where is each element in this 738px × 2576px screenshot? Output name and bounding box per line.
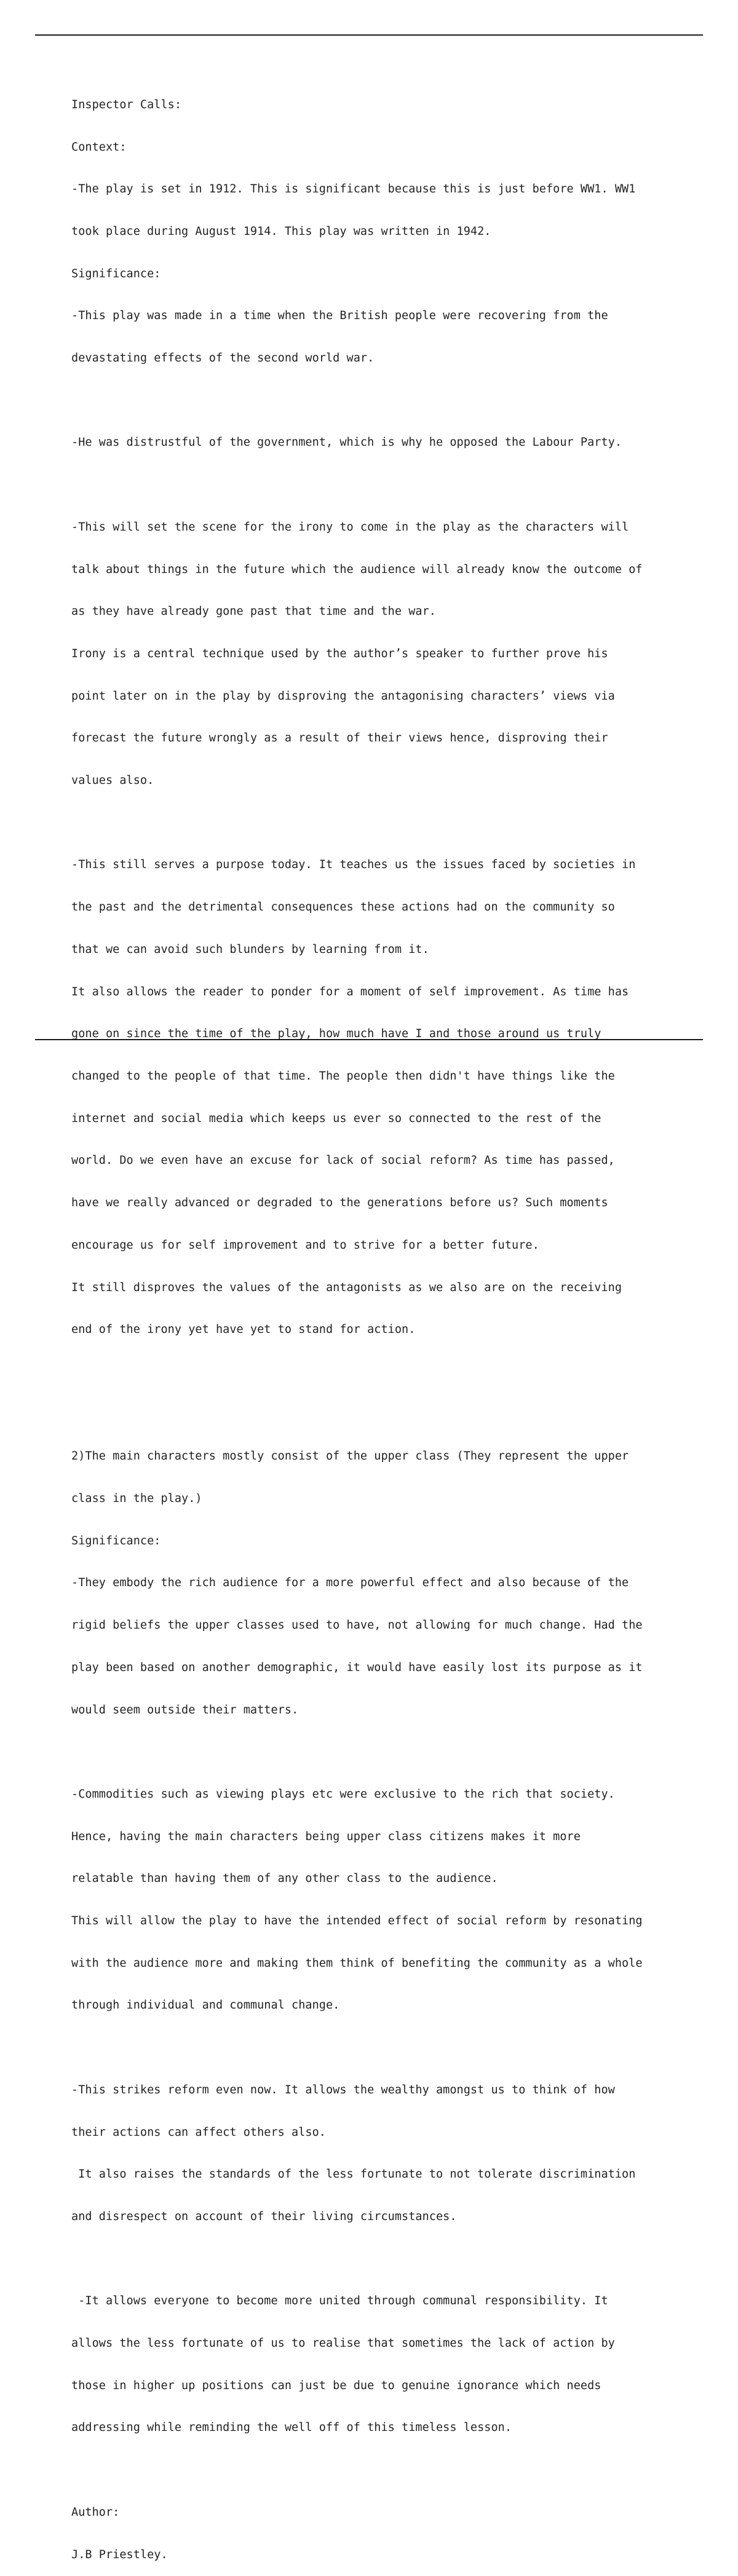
page-bottom-rule — [35, 1039, 703, 1040]
page-top-rule — [35, 34, 703, 36]
doc-line: -Commodities such as viewing plays etc were exclusive to the rich that society. — [71, 1787, 615, 1801]
doc-line: class in the play.) — [71, 1492, 202, 1506]
doc-line: the past and the detrimental consequences these actions had on the community so — [71, 901, 615, 914]
doc-line: -He was distrustful of the government, which is why he opposed the Labour Party. — [71, 436, 622, 449]
doc-line: their actions can affect others also. — [71, 2125, 326, 2139]
doc-line: end of the irony yet have yet to stand for action. — [71, 1323, 416, 1337]
doc-line: internet and social media which keeps us ever so connected to the rest of the — [71, 1112, 601, 1125]
doc-line: It still disproves the values of the antagonists as we also are on the receiving — [71, 1281, 622, 1294]
doc-line: rigid beliefs the upper classes used to have, not allowing for much change. Had the — [71, 1619, 643, 1632]
doc-line: world. Do we even have an excuse for lack of social reform? As time has passed, — [71, 1154, 615, 1167]
doc-line: point later on in the play by disproving the antagonising characters’ views via — [71, 689, 615, 703]
doc-line — [71, 1365, 711, 1380]
doc-line: values also. — [71, 774, 154, 788]
doc-line: It also raises the standards of the less fortunate to not tolerate discrimination — [71, 2168, 636, 2181]
doc-line: Author: — [71, 2505, 120, 2519]
doc-line — [71, 2463, 711, 2478]
doc-line: gone on since the time of the play, how much have I and those around us truly — [71, 1027, 601, 1041]
doc-line: allows the less fortunate of us to realise that sometimes the lack of action by — [71, 2337, 615, 2350]
doc-line — [71, 2253, 711, 2267]
doc-line: -They embody the rich audience for a more powerful effect and also because of the — [71, 1576, 629, 1590]
doc-line: devastating effects of the second world war. — [71, 352, 375, 365]
doc-line: Significance: — [71, 267, 161, 280]
doc-line: those in higher up positions can just be due to genuine ignorance which needs — [71, 2379, 601, 2392]
doc-line: -This will set the scene for the irony to come in the play as the characters will — [71, 520, 629, 534]
doc-line — [71, 1745, 711, 1760]
doc-line: took place during August 1914. This play was written in 1942. — [71, 224, 491, 238]
doc-line: Significance: — [71, 1534, 161, 1547]
doc-line — [71, 394, 711, 408]
doc-line: with the audience more and making them think of benefiting the community as a whole — [71, 1956, 643, 1970]
doc-line: 2)The main characters mostly consist of the upper class (They represent the upper — [71, 1450, 629, 1463]
doc-line: through individual and communal change. — [71, 1999, 340, 2012]
doc-line: -The play is set in 1912. This is significant because this is just before WW1. WW1 — [71, 183, 636, 196]
doc-line: J.B Priestley. — [71, 2548, 168, 2561]
doc-line — [71, 1408, 711, 1422]
document-body — [71, 70, 711, 2576]
doc-line: forecast the future wrongly as a result of their views hence, disproving their — [71, 732, 608, 745]
doc-line: -This play was made in a time when the British people were recovering from the — [71, 309, 608, 323]
doc-line: would seem outside their matters. — [71, 1703, 299, 1717]
doc-line: talk about things in the future which the audience will already know the outcome of — [71, 563, 643, 576]
doc-line: It also allows the reader to ponder for a moment of self improvement. As time has — [71, 985, 629, 998]
doc-line: Hence, having the main characters being upper class citizens makes it more — [71, 1830, 581, 1843]
doc-line: Inspector Calls: — [71, 98, 182, 111]
doc-line: changed to the people of that time. The people then didn't have things like the — [71, 1069, 615, 1083]
doc-line: -It allows everyone to become more united through communal responsibility. It — [71, 2294, 608, 2308]
doc-line: that we can avoid such blunders by learning from it. — [71, 942, 429, 956]
doc-line — [71, 478, 711, 492]
doc-line: as they have already gone past that time and the war. — [71, 605, 436, 618]
doc-line — [71, 2041, 711, 2055]
doc-line: addressing while reminding the well off of this timeless lesson. — [71, 2421, 512, 2435]
doc-line: have we really advanced or degraded to the generations before us? Such moments — [71, 1196, 608, 1210]
doc-line: This will allow the play to have the intended effect of social reform by resonating — [71, 1914, 643, 1928]
doc-line: Irony is a central technique used by the author’s speaker to further prove his — [71, 647, 608, 660]
doc-line: Context: — [71, 140, 127, 154]
doc-line: play been based on another demographic, it would have easily lost its purpose as it — [71, 1661, 643, 1674]
doc-line — [71, 816, 711, 831]
doc-line: relatable than having them of any other class to the audience. — [71, 1872, 498, 1886]
doc-line: -This strikes reform even now. It allows the wealthy amongst us to think of how — [71, 2083, 615, 2096]
doc-line: -This still serves a purpose today. It teaches us the issues faced by societies in — [71, 858, 636, 872]
doc-line: encourage us for self improvement and to strive for a better future. — [71, 1238, 539, 1252]
doc-line: and disrespect on account of their living circumstances. — [71, 2210, 457, 2223]
